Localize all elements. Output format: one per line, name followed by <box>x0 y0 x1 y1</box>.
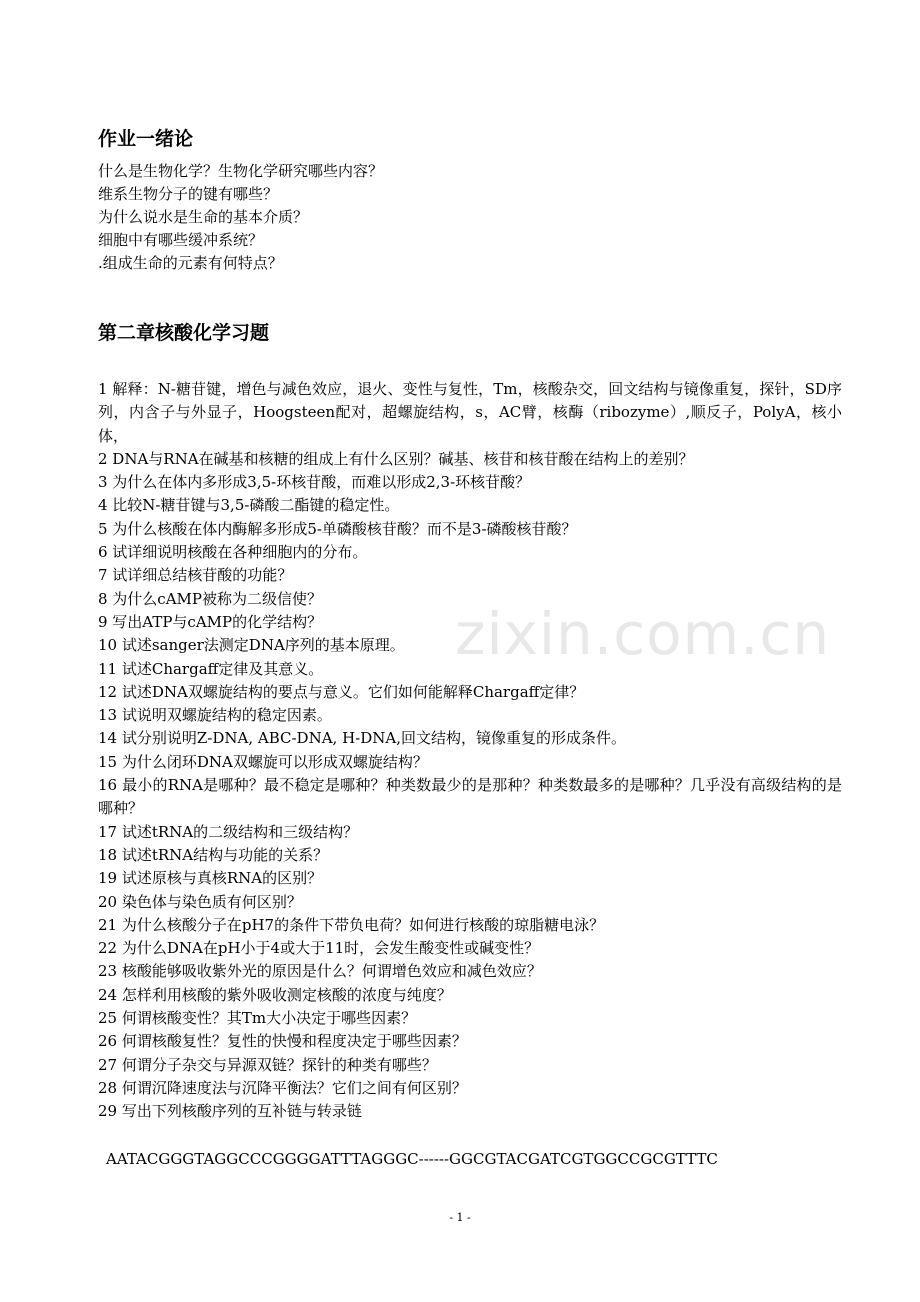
exercise-question: 17 试述tRNA的二级结构和三级结构？ <box>98 822 359 841</box>
watermark: zixin.com.cn <box>455 600 831 668</box>
page-number: - 1 - <box>449 1211 471 1224</box>
exercise-question: 29 写出下列核酸序列的互补链与转录链 <box>98 1102 362 1121</box>
exercise-question: 21 为什么核酸分子在pH7的条件下带负电荷？如何进行核酸的琼脂糖电泳？ <box>98 915 605 934</box>
exercise-question: 24 怎样利用核酸的紫外吸收测定核酸的浓度与纯度？ <box>98 985 452 1004</box>
exercise-question: 3 为什么在体内多形成3,5-环核苷酸，而难以形成2,3-环核苷酸？ <box>98 473 531 492</box>
nucleic-acid-sequence: AATACGGGTAGGCCCGGGGATTTAGGGC------GGCGTACGATCGTGGCCGCGTTTC <box>106 1150 718 1168</box>
exercise-question: 27 何谓分子杂交与异源双链？探针的种类有哪些？ <box>98 1055 437 1074</box>
intro-question: 什么是生物化学？生物化学研究哪些内容？ <box>98 162 384 180</box>
section-heading-intro: 作业一绪论 <box>98 128 194 150</box>
exercise-question: 16 最小的RNA是哪种？最不稳定是哪种？种类数最少的是那种？种类数最多的是哪种？几乎没有高级结构的是哪种？ <box>98 776 842 818</box>
exercise-question: 22 为什么DNA在pH小于4或大于11时，会发生酸变性或碱变性？ <box>98 939 540 958</box>
intro-question: .组成生命的元素有何特点？ <box>98 254 283 272</box>
exercise-question: 2 DNA与RNA在碱基和核糖的组成上有什么区别？碱基、核苷和核苷酸在结构上的差别？ <box>98 449 694 468</box>
exercise-question: 12 试述DNA双螺旋结构的要点与意义。它们如何能解释Chargaff定律？ <box>98 682 585 701</box>
section-heading-nucleic-acid: 第二章核酸化学习题 <box>98 322 270 344</box>
exercise-question: 15 为什么闭环DNA双螺旋可以形成双螺旋结构？ <box>98 752 428 771</box>
intro-question: 为什么说水是生命的基本介质？ <box>98 208 309 226</box>
exercise-question: 25 何谓核酸变性？其Tm大小决定于哪些因素？ <box>98 1009 417 1028</box>
exercise-question: 28 何谓沉降速度法与沉降平衡法？它们之间有何区别？ <box>98 1078 467 1097</box>
exercise-question: 18 试述tRNA结构与功能的关系？ <box>98 845 329 864</box>
exercise-question: 19 试述原核与真核RNA的区别？ <box>98 869 323 888</box>
exercise-question: 20 染色体与染色质有何区别？ <box>98 892 302 911</box>
exercise-question: 7 试详细总结核苷酸的功能？ <box>98 566 293 585</box>
exercise-question: 26 何谓核酸复性？复性的快慢和程度决定于哪些因素？ <box>98 1032 467 1051</box>
exercise-question-list <box>98 378 842 1124</box>
exercise-question: 9 写出ATP与cAMP的化学结构？ <box>98 612 323 631</box>
exercise-question: 4 比较N-糖苷键与3,5-磷酸二酯键的稳定性。 <box>98 496 400 515</box>
exercise-question: 5 为什么核酸在体内酶解多形成5-单磷酸核苷酸？而不是3-磷酸核苷酸？ <box>98 519 577 538</box>
exercise-question: 14 试分别说明Z-DNA, ABC-DNA, H-DNA,回文结构，镜像重复的形成条件。 <box>98 729 626 748</box>
intro-question-list <box>98 160 838 275</box>
exercise-question: 1 解释：N-糖苷键，增色与减色效应，退火、变性与复性，Tm，核酸杂交，回文结构与镜像重复，探针，SD序列，内含子与外显子，Hoogsteen配对，超螺旋结构，s，AC臂，核酶（ribozyme）,顺反子，PolyA，核小体， <box>98 380 842 445</box>
exercise-question: 8 为什么cAMP被称为二级信使？ <box>98 589 322 608</box>
intro-question: 维系生物分子的键有哪些？ <box>98 185 279 203</box>
exercise-question: 23 核酸能够吸收紫外光的原因是什么？何谓增色效应和减色效应？ <box>98 962 542 981</box>
intro-question: 细胞中有哪些缓冲系统？ <box>98 231 264 249</box>
exercise-question: 10 试述sanger法测定DNA序列的基本原理。 <box>98 636 405 655</box>
exercise-question: 6 试详细说明核酸在各种细胞内的分布。 <box>98 543 368 562</box>
exercise-question: 11 试述Chargaff定律及其意义。 <box>98 659 324 678</box>
exercise-question: 13 试说明双螺旋结构的稳定因素。 <box>98 706 332 725</box>
